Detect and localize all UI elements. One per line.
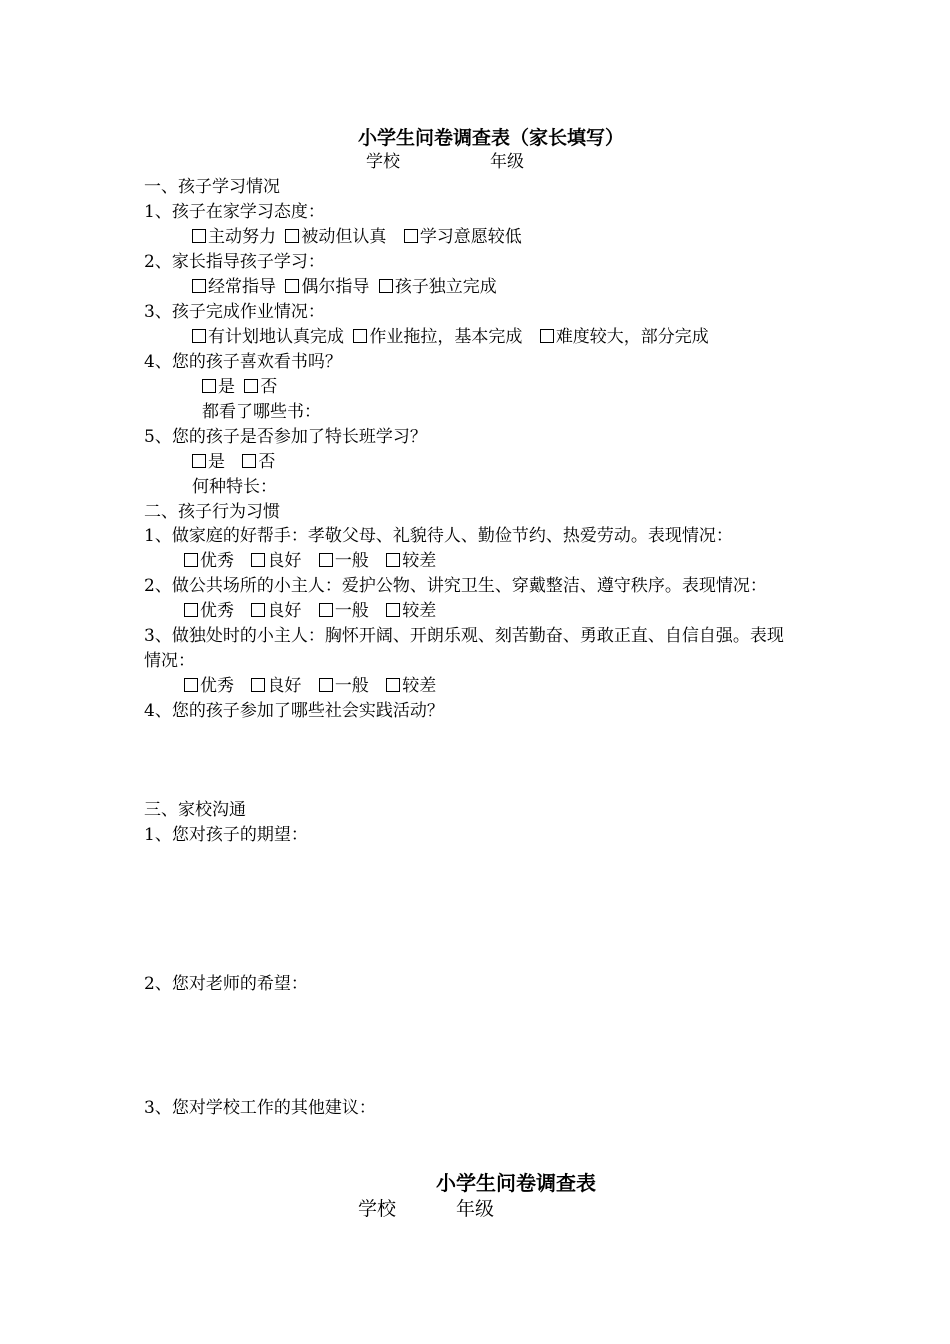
checkbox[interactable] bbox=[184, 603, 198, 617]
s1-q5-follow: 何种特长： bbox=[192, 477, 277, 497]
s3-q1-text: 1、您对孩子的期望： bbox=[144, 825, 308, 845]
s2-q3-text-line2: 情况： bbox=[144, 651, 195, 671]
checkbox[interactable] bbox=[540, 329, 554, 343]
checkbox[interactable] bbox=[251, 678, 265, 692]
s2-q3-ratings bbox=[184, 674, 440, 698]
s1-q4-text: 4、您的孩子喜欢看书吗？ bbox=[144, 352, 342, 372]
checkbox[interactable] bbox=[386, 603, 400, 617]
checkbox[interactable] bbox=[192, 279, 206, 293]
checkbox[interactable] bbox=[319, 603, 333, 617]
section1-heading: 一、孩子学习情况 bbox=[144, 177, 280, 197]
s2-q4-text: 4、您的孩子参加了哪些社会实践活动？ bbox=[144, 701, 444, 721]
section2-heading: 二、孩子行为习惯 bbox=[144, 502, 280, 522]
checkbox[interactable] bbox=[192, 229, 206, 243]
rating-option[interactable]: 良好 bbox=[251, 551, 301, 571]
checkbox[interactable] bbox=[319, 678, 333, 692]
checkbox[interactable] bbox=[285, 279, 299, 293]
s3-q2-text: 2、您对老师的希望： bbox=[144, 974, 308, 994]
s2-q2-ratings bbox=[184, 599, 440, 623]
checkbox[interactable] bbox=[353, 329, 367, 343]
school-label: 学校 bbox=[366, 152, 400, 172]
s1-q2-option[interactable]: 偶尔指导 bbox=[285, 277, 369, 297]
s1-q1-options bbox=[192, 225, 526, 249]
rating-option[interactable]: 较差 bbox=[386, 676, 436, 696]
rating-option[interactable]: 较差 bbox=[386, 551, 436, 571]
s1-q4-option[interactable]: 是 bbox=[202, 377, 235, 397]
second-form-school-grade-line bbox=[358, 1196, 494, 1222]
s2-q1-text: 1、做家庭的好帮手：孝敬父母、礼貌待人、勤俭节约、热爱劳动。表现情况： bbox=[144, 526, 733, 546]
s1-q5-text: 5、您的孩子是否参加了特长班学习？ bbox=[144, 427, 427, 447]
s1-q2-option[interactable]: 经常指导 bbox=[192, 277, 276, 297]
section3-heading: 三、家校沟通 bbox=[144, 800, 246, 820]
s1-q3-text: 3、孩子完成作业情况： bbox=[144, 302, 325, 322]
rating-option[interactable]: 一般 bbox=[319, 551, 369, 571]
s1-q4-follow: 都看了哪些书： bbox=[202, 402, 321, 422]
rating-option[interactable]: 优秀 bbox=[184, 676, 234, 696]
s1-q5-option[interactable]: 否 bbox=[242, 452, 275, 472]
checkbox[interactable] bbox=[184, 678, 198, 692]
s1-q1-text: 1、孩子在家学习态度： bbox=[144, 202, 325, 222]
s1-q5-option[interactable]: 是 bbox=[192, 452, 225, 472]
checkbox[interactable] bbox=[251, 603, 265, 617]
rating-option[interactable]: 良好 bbox=[251, 601, 301, 621]
checkbox[interactable] bbox=[184, 553, 198, 567]
school-grade-line bbox=[366, 150, 524, 174]
checkbox[interactable] bbox=[192, 454, 206, 468]
s1-q3-option[interactable]: 难度较大，部分完成 bbox=[540, 327, 709, 347]
rating-option[interactable]: 良好 bbox=[251, 676, 301, 696]
s1-q4-option[interactable]: 否 bbox=[244, 377, 277, 397]
rating-option[interactable]: 一般 bbox=[319, 601, 369, 621]
checkbox[interactable] bbox=[386, 678, 400, 692]
s1-q3-options bbox=[192, 325, 713, 349]
checkbox[interactable] bbox=[244, 379, 258, 393]
checkbox[interactable] bbox=[319, 553, 333, 567]
checkbox[interactable] bbox=[242, 454, 256, 468]
second-form-school-label: 学校 bbox=[358, 1198, 397, 1220]
checkbox[interactable] bbox=[285, 229, 299, 243]
s1-q3-option[interactable]: 有计划地认真完成 bbox=[192, 327, 344, 347]
checkbox[interactable] bbox=[379, 279, 393, 293]
s1-q2-options bbox=[192, 275, 501, 299]
checkbox[interactable] bbox=[386, 553, 400, 567]
rating-option[interactable]: 一般 bbox=[319, 676, 369, 696]
checkbox[interactable] bbox=[404, 229, 418, 243]
s2-q1-ratings bbox=[184, 549, 440, 573]
s1-q1-option[interactable]: 被动但认真 bbox=[285, 227, 386, 247]
second-form-title: 小学生问卷调查表 bbox=[436, 1171, 596, 1195]
s1-q1-option[interactable]: 主动努力 bbox=[192, 227, 276, 247]
checkbox[interactable] bbox=[202, 379, 216, 393]
s1-q2-text: 2、家长指导孩子学习： bbox=[144, 252, 325, 272]
s1-q1-option[interactable]: 学习意愿较低 bbox=[404, 227, 522, 247]
s1-q5-options bbox=[192, 450, 279, 474]
rating-option[interactable]: 优秀 bbox=[184, 601, 234, 621]
grade-label: 年级 bbox=[490, 152, 524, 172]
checkbox[interactable] bbox=[251, 553, 265, 567]
rating-option[interactable]: 优秀 bbox=[184, 551, 234, 571]
s2-q2-text: 2、做公共场所的小主人：爱护公物、讲究卫生、穿戴整洁、遵守秩序。表现情况： bbox=[144, 576, 767, 596]
second-form-grade-label: 年级 bbox=[456, 1198, 495, 1220]
s3-q3-text: 3、您对学校工作的其他建议： bbox=[144, 1098, 376, 1118]
checkbox[interactable] bbox=[192, 329, 206, 343]
s2-q3-text-line1: 3、做独处时的小主人：胸怀开阔、开朗乐观、刻苦勤奋、勇敢正直、自信自强。表现 bbox=[144, 626, 784, 646]
s1-q2-option[interactable]: 孩子独立完成 bbox=[379, 277, 497, 297]
s1-q4-options bbox=[202, 375, 281, 399]
s1-q3-option[interactable]: 作业拖拉，基本完成 bbox=[353, 327, 522, 347]
rating-option[interactable]: 较差 bbox=[386, 601, 436, 621]
page-title: 小学生问卷调查表（家长填写） bbox=[358, 127, 625, 149]
